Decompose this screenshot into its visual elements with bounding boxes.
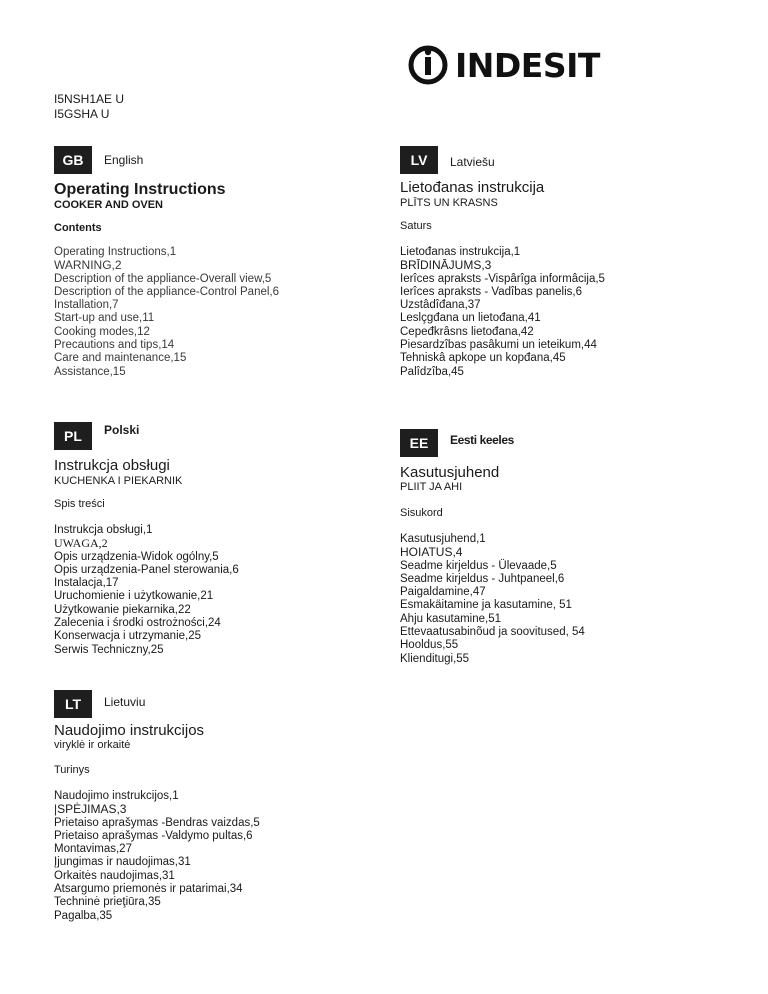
language-badge: EE — [400, 429, 438, 457]
toc-item[interactable]: Konserwacja i utrzymanie,25 — [54, 630, 202, 643]
toc-item[interactable]: Uruchomienie i użytkowanie,21 — [54, 590, 214, 603]
section-title: Instrukcja obsługi — [54, 457, 170, 474]
toc-item[interactable]: HOIATUS,4 — [400, 545, 463, 560]
language-name: Polski — [104, 423, 140, 437]
brand-name: INDESIT — [455, 45, 600, 85]
toc-item[interactable]: Installation,7 — [54, 299, 119, 312]
toc-item[interactable]: Start-up and use,11 — [54, 312, 155, 325]
toc-item[interactable]: BRĪDINĀJUMS,3 — [400, 258, 492, 273]
toc-item[interactable]: Cepeđkrâsns lietođana,42 — [400, 325, 534, 338]
toc-item[interactable]: Prietaiso aprašymas -Bendras vaizdas,5 — [54, 816, 260, 829]
language-name: Latviešu — [450, 155, 495, 169]
toc-item[interactable]: Orkaitės naudojimas,31 — [54, 869, 175, 882]
toc-item[interactable]: Ettevaatusabinõud ja soovitused, 54 — [400, 626, 585, 639]
toc-item[interactable]: Instrukcja obsługi,1 — [54, 524, 153, 536]
toc-item[interactable]: Assistance,15 — [54, 365, 126, 378]
contents-heading: Turinys — [54, 764, 90, 776]
contents-heading: Contents — [54, 222, 102, 234]
language-name: Lietuviu — [104, 695, 146, 709]
toc-item[interactable]: Atsargumo priemonės ir patarimai,34 — [54, 883, 243, 896]
toc-item[interactable]: Precautions and tips,14 — [54, 339, 175, 352]
toc-item[interactable]: Ierîces apraksts -Vispârîga informâcija,5 — [400, 272, 605, 285]
section-lt — [54, 690, 260, 923]
language-name: Eesti keeles — [450, 433, 514, 447]
toc-item[interactable]: Montavimas,27 — [54, 843, 132, 856]
toc-item[interactable]: Piesardzîbas pasâkumi un ieteikum,44 — [400, 339, 597, 352]
toc-item[interactable]: Paigaldamine,47 — [400, 586, 486, 599]
section-ee — [400, 429, 585, 666]
contents-heading: Spis treści — [54, 498, 105, 510]
section-pl — [54, 420, 239, 657]
language-badge: PL — [54, 422, 92, 450]
toc-item[interactable]: Prietaiso aprašymas -Valdymo pultas,6 — [54, 829, 253, 842]
toc-item[interactable]: Opis urządzenia-Panel sterowania,6 — [54, 563, 239, 576]
toc-item[interactable]: Lietođanas instrukcija,1 — [400, 246, 521, 258]
toc-item[interactable]: Techninė prieţiūra,35 — [54, 896, 161, 909]
toc-item[interactable]: Description of the appliance-Overall view,5 — [54, 272, 272, 285]
toc-item[interactable]: Tehniskâ apkope un kopđana,45 — [400, 352, 566, 365]
toc-item[interactable]: Ahju kasutamine,51 — [400, 612, 502, 625]
toc-item[interactable]: UWAGA,2 — [54, 536, 108, 551]
toc-item[interactable]: Kasutusjuhend,1 — [400, 533, 486, 545]
section-subtitle: KUCHENKA I PIEKARNIK — [54, 475, 183, 487]
model-code: I5GSHA U — [54, 107, 110, 121]
toc-item[interactable]: Instalacja,17 — [54, 577, 119, 590]
section-title: Naudojimo instrukcijos — [54, 722, 205, 739]
toc-item[interactable]: Użytkowanie piekarnika,22 — [54, 603, 191, 616]
toc-item[interactable]: Naudojimo instrukcijos,1 — [54, 790, 179, 802]
toc-item[interactable]: Ierîces apraksts - Vadîbas panelis,6 — [400, 285, 582, 298]
toc-item[interactable]: Zalecenia i środki ostrożności,24 — [54, 617, 221, 630]
section-subtitle: viryklė ir orkaitė — [54, 739, 131, 751]
toc-item[interactable]: Esmakäitamine ja kasutamine, 51 — [400, 599, 572, 612]
toc-item[interactable]: Palîdzîba,45 — [400, 365, 464, 378]
section-title: Lietođanas instrukcija — [400, 179, 545, 196]
model-codes — [54, 92, 124, 122]
toc-item[interactable]: Cooking modes,12 — [54, 325, 150, 338]
toc-item[interactable]: Serwis Techniczny,25 — [54, 643, 164, 656]
section-title: Operating Instructions — [54, 181, 226, 198]
toc-list — [54, 246, 279, 379]
toc-list — [54, 790, 260, 923]
section-subtitle: PLIIT JA AHI — [400, 481, 463, 493]
toc-item[interactable]: Care and maintenance,15 — [54, 352, 187, 365]
toc-item[interactable]: Klienditugi,55 — [400, 652, 470, 665]
toc-item[interactable]: Leslçgđana un lietođana,41 — [400, 312, 541, 325]
toc-item[interactable]: Seadme kirjeldus - Ülevaade,5 — [400, 559, 557, 572]
section-lv — [400, 146, 605, 379]
model-code: I5NSH1AE U — [54, 92, 125, 106]
language-badge: LV — [400, 146, 438, 174]
toc-list — [400, 533, 585, 666]
toc-item[interactable]: Uzstâdîđana,37 — [400, 299, 481, 312]
toc-item[interactable]: Hooldus,55 — [400, 639, 459, 652]
contents-heading: Sisukord — [400, 507, 443, 519]
toc-item[interactable]: Description of the appliance-Control Panel,6 — [54, 285, 280, 298]
toc-item[interactable]: Opis urządzenia-Widok ogólny,5 — [54, 550, 219, 563]
toc-list — [54, 524, 239, 657]
toc-item[interactable]: WARNING,2 — [54, 258, 122, 273]
toc-list — [400, 246, 605, 379]
indesit-logo — [407, 44, 600, 86]
toc-item[interactable]: Seadme kirjeldus - Juhtpaneel,6 — [400, 572, 565, 585]
toc-item[interactable]: Įjungimas ir naudojimas,31 — [54, 856, 191, 869]
contents-heading: Saturs — [400, 220, 432, 232]
language-badge: LT — [54, 690, 92, 718]
language-badge: GB — [54, 146, 92, 174]
section-subtitle: COOKER AND OVEN — [54, 199, 163, 211]
section-subtitle: PLĪTS UN KRASNS — [400, 197, 498, 209]
section-gb — [54, 146, 279, 379]
section-title: Kasutusjuhend — [400, 464, 500, 481]
indesit-logo-icon — [407, 44, 449, 86]
language-name: English — [104, 153, 144, 167]
toc-item[interactable]: |SPĖJIMAS,3 — [54, 802, 127, 817]
toc-item[interactable]: Operating Instructions,1 — [54, 246, 177, 258]
toc-item[interactable]: Pagalba,35 — [54, 909, 113, 922]
